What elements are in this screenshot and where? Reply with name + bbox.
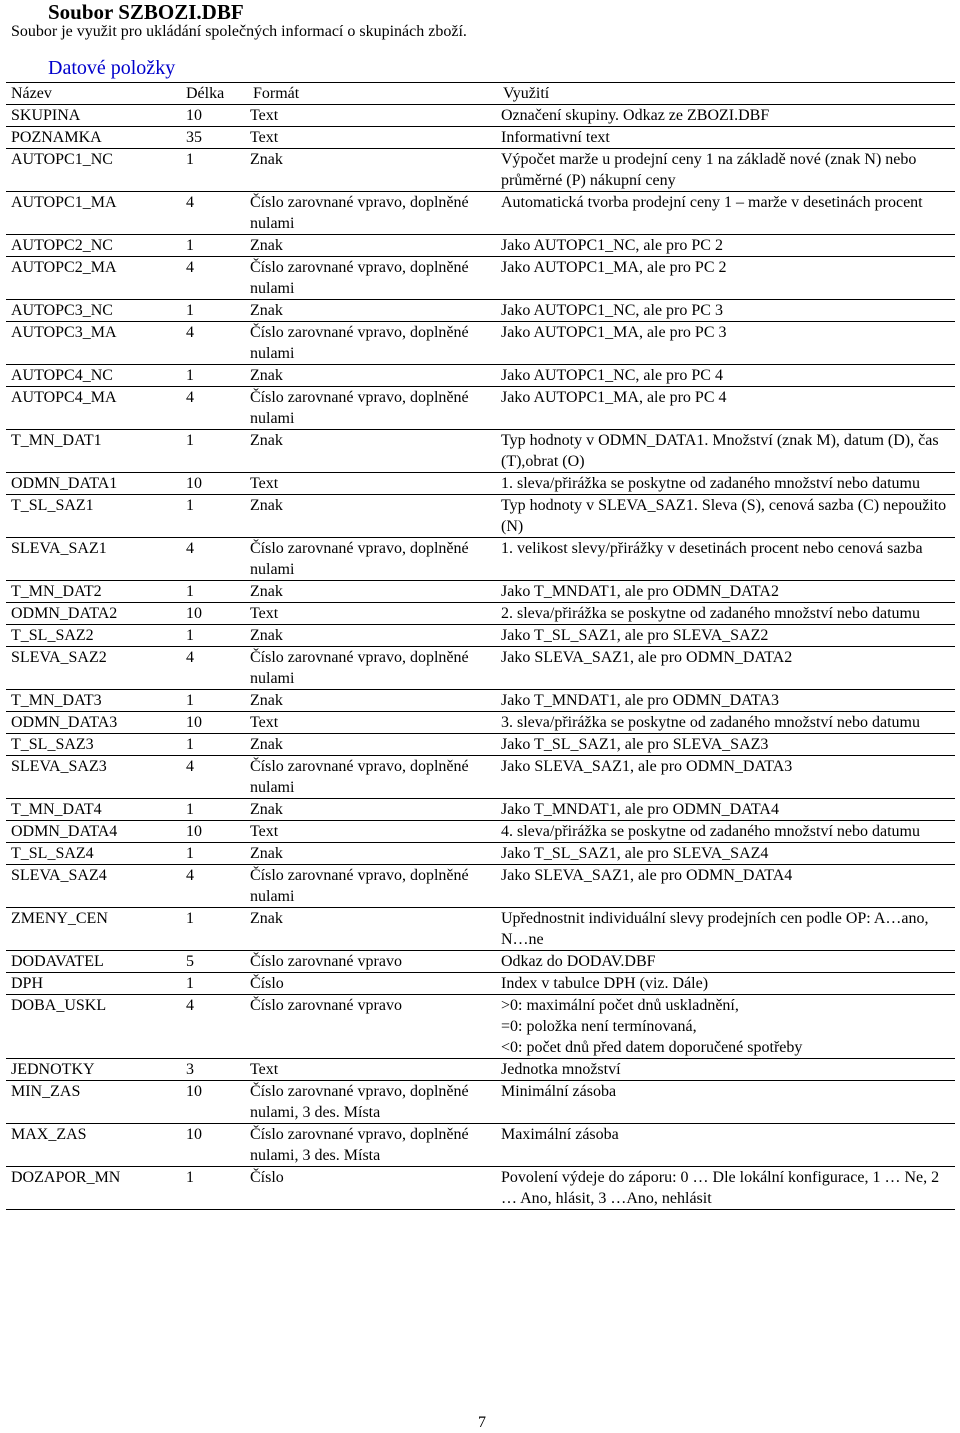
table-row bbox=[6, 1167, 955, 1210]
field-name: ODMN_DATA4 bbox=[6, 821, 181, 843]
field-format: Číslo zarovnané vpravo, doplněné nulami bbox=[248, 647, 498, 690]
field-name: DOZAPOR_MN bbox=[6, 1167, 181, 1210]
field-name: T_SL_SAZ4 bbox=[6, 843, 181, 865]
field-usage: >0: maximální počet dnů uskladnění, =0: položka není termínovaná, <0: počet dnů před datem doporučené spotřeby bbox=[498, 995, 955, 1059]
table-row bbox=[6, 821, 955, 843]
field-length: 1 bbox=[181, 734, 248, 756]
field-format: Text bbox=[248, 821, 498, 843]
field-length: 4 bbox=[181, 756, 248, 799]
table-row bbox=[6, 581, 955, 603]
table-row bbox=[6, 712, 955, 734]
field-format: Text bbox=[248, 1059, 498, 1081]
field-format: Číslo zarovnané vpravo, doplněné nulami bbox=[248, 865, 498, 908]
table-row bbox=[6, 1081, 955, 1124]
field-length: 1 bbox=[181, 149, 248, 192]
field-name: ODMN_DATA2 bbox=[6, 603, 181, 625]
field-length: 10 bbox=[181, 712, 248, 734]
field-name: DPH bbox=[6, 973, 181, 995]
table-row bbox=[6, 387, 955, 430]
field-usage: Jako T_SL_SAZ1, ale pro SLEVA_SAZ2 bbox=[498, 625, 955, 647]
field-name: SLEVA_SAZ3 bbox=[6, 756, 181, 799]
field-length: 10 bbox=[181, 1124, 248, 1167]
page-number: 7 bbox=[478, 1414, 486, 1431]
field-length: 4 bbox=[181, 387, 248, 430]
table-row bbox=[6, 756, 955, 799]
field-format: Číslo zarovnané vpravo, doplněné nulami bbox=[248, 756, 498, 799]
field-usage: Maximální zásoba bbox=[498, 1124, 955, 1167]
table-row bbox=[6, 192, 955, 235]
field-name: AUTOPC1_MA bbox=[6, 192, 181, 235]
header-length: Délka bbox=[181, 83, 248, 105]
field-length: 10 bbox=[181, 1081, 248, 1124]
page-title: Soubor SZBOZI.DBF bbox=[48, 0, 244, 24]
field-usage: Jako SLEVA_SAZ1, ale pro ODMN_DATA4 bbox=[498, 865, 955, 908]
field-length: 1 bbox=[181, 300, 248, 322]
table-row bbox=[6, 799, 955, 821]
field-usage: Jako T_MNDAT1, ale pro ODMN_DATA4 bbox=[498, 799, 955, 821]
field-name: T_MN_DAT1 bbox=[6, 430, 181, 473]
table-row bbox=[6, 734, 955, 756]
field-usage: Index v tabulce DPH (viz. Dále) bbox=[498, 973, 955, 995]
field-usage: Označení skupiny. Odkaz ze ZBOZI.DBF bbox=[498, 105, 955, 127]
table-body bbox=[6, 105, 955, 1210]
field-format: Znak bbox=[248, 495, 498, 538]
table-row bbox=[6, 951, 955, 973]
table-row bbox=[6, 495, 955, 538]
table-row bbox=[6, 127, 955, 149]
field-usage: Typ hodnoty v ODMN_DATA1. Množství (znak M), datum (D), čas (T),obrat (O) bbox=[498, 430, 955, 473]
field-name: AUTOPC2_MA bbox=[6, 257, 181, 300]
table-row bbox=[6, 843, 955, 865]
table-row bbox=[6, 995, 955, 1059]
field-format: Číslo bbox=[248, 973, 498, 995]
page-subtitle: Soubor je využit pro ukládání společných informací o skupinách zboží. bbox=[11, 23, 467, 40]
field-usage: Jako T_SL_SAZ1, ale pro SLEVA_SAZ3 bbox=[498, 734, 955, 756]
field-usage: Jako AUTOPC1_NC, ale pro PC 4 bbox=[498, 365, 955, 387]
field-usage: Výpočet marže u prodejní ceny 1 na základě nové (znak N) nebo průměrné (P) nákupní ceny bbox=[498, 149, 955, 192]
field-usage: Automatická tvorba prodejní ceny 1 – marže v desetinách procent bbox=[498, 192, 955, 235]
field-length: 5 bbox=[181, 951, 248, 973]
field-usage: Informativní text bbox=[498, 127, 955, 149]
field-format: Text bbox=[248, 712, 498, 734]
field-usage: 3. sleva/přirážka se poskytne od zadaného množství nebo datumu bbox=[498, 712, 955, 734]
field-usage: Jednotka množství bbox=[498, 1059, 955, 1081]
field-usage: Odkaz do DODAV.DBF bbox=[498, 951, 955, 973]
field-length: 4 bbox=[181, 322, 248, 365]
field-format: Znak bbox=[248, 235, 498, 257]
field-length: 1 bbox=[181, 430, 248, 473]
field-usage: Minimální zásoba bbox=[498, 1081, 955, 1124]
field-name: SLEVA_SAZ1 bbox=[6, 538, 181, 581]
table-row bbox=[6, 603, 955, 625]
field-name: DOBA_USKL bbox=[6, 995, 181, 1059]
table-row bbox=[6, 105, 955, 127]
field-name: SLEVA_SAZ2 bbox=[6, 647, 181, 690]
field-length: 4 bbox=[181, 538, 248, 581]
field-length: 10 bbox=[181, 821, 248, 843]
header-usage: Využití bbox=[498, 83, 955, 105]
field-usage: Upřednostnit individuální slevy prodejních cen podle OP: A…ano, N…ne bbox=[498, 908, 955, 951]
field-format: Text bbox=[248, 105, 498, 127]
field-usage: Jako AUTOPC1_MA, ale pro PC 3 bbox=[498, 322, 955, 365]
field-length: 1 bbox=[181, 908, 248, 951]
table-row bbox=[6, 690, 955, 712]
field-usage: Typ hodnoty v SLEVA_SAZ1. Sleva (S), cenová sazba (C) nepoužito (N) bbox=[498, 495, 955, 538]
header-format: Formát bbox=[248, 83, 498, 105]
field-format: Číslo zarovnané vpravo, doplněné nulami bbox=[248, 387, 498, 430]
field-format: Číslo zarovnané vpravo bbox=[248, 951, 498, 973]
field-length: 1 bbox=[181, 690, 248, 712]
field-name: AUTOPC3_MA bbox=[6, 322, 181, 365]
table-row bbox=[6, 1059, 955, 1081]
field-length: 3 bbox=[181, 1059, 248, 1081]
field-format: Znak bbox=[248, 908, 498, 951]
field-name: T_MN_DAT3 bbox=[6, 690, 181, 712]
field-length: 10 bbox=[181, 105, 248, 127]
field-format: Číslo zarovnané vpravo, doplněné nulami, 3 des. Místa bbox=[248, 1081, 498, 1124]
table-row bbox=[6, 300, 955, 322]
field-length: 1 bbox=[181, 843, 248, 865]
field-name: T_MN_DAT2 bbox=[6, 581, 181, 603]
field-format: Text bbox=[248, 127, 498, 149]
field-length: 1 bbox=[181, 365, 248, 387]
field-format: Znak bbox=[248, 300, 498, 322]
field-usage: Jako AUTOPC1_NC, ale pro PC 2 bbox=[498, 235, 955, 257]
field-name: AUTOPC2_NC bbox=[6, 235, 181, 257]
table-row bbox=[6, 473, 955, 495]
field-length: 4 bbox=[181, 995, 248, 1059]
field-length: 1 bbox=[181, 973, 248, 995]
field-length: 1 bbox=[181, 581, 248, 603]
field-length: 4 bbox=[181, 865, 248, 908]
field-name: ODMN_DATA3 bbox=[6, 712, 181, 734]
field-format: Znak bbox=[248, 625, 498, 647]
field-format: Znak bbox=[248, 581, 498, 603]
field-name: AUTOPC3_NC bbox=[6, 300, 181, 322]
field-name: AUTOPC4_NC bbox=[6, 365, 181, 387]
field-format: Číslo bbox=[248, 1167, 498, 1210]
field-usage: 2. sleva/přirážka se poskytne od zadaného množství nebo datumu bbox=[498, 603, 955, 625]
table-row bbox=[6, 973, 955, 995]
field-name: AUTOPC4_MA bbox=[6, 387, 181, 430]
field-length: 1 bbox=[181, 625, 248, 647]
field-name: T_SL_SAZ1 bbox=[6, 495, 181, 538]
field-format: Znak bbox=[248, 843, 498, 865]
field-usage: Jako SLEVA_SAZ1, ale pro ODMN_DATA3 bbox=[498, 756, 955, 799]
field-name: MIN_ZAS bbox=[6, 1081, 181, 1124]
table-row bbox=[6, 908, 955, 951]
field-usage: Jako AUTOPC1_NC, ale pro PC 3 bbox=[498, 300, 955, 322]
section-heading: Datové položky bbox=[48, 57, 176, 79]
field-name: DODAVATEL bbox=[6, 951, 181, 973]
table-row bbox=[6, 365, 955, 387]
field-format: Číslo zarovnané vpravo, doplněné nulami bbox=[248, 192, 498, 235]
field-name: AUTOPC1_NC bbox=[6, 149, 181, 192]
field-format: Číslo zarovnané vpravo bbox=[248, 995, 498, 1059]
field-format: Znak bbox=[248, 734, 498, 756]
table-row bbox=[6, 865, 955, 908]
field-length: 4 bbox=[181, 647, 248, 690]
table-row bbox=[6, 1124, 955, 1167]
table-row bbox=[6, 625, 955, 647]
field-name: ODMN_DATA1 bbox=[6, 473, 181, 495]
field-usage: Jako T_MNDAT1, ale pro ODMN_DATA3 bbox=[498, 690, 955, 712]
field-usage: Jako SLEVA_SAZ1, ale pro ODMN_DATA2 bbox=[498, 647, 955, 690]
table-row bbox=[6, 322, 955, 365]
field-length: 1 bbox=[181, 495, 248, 538]
field-length: 1 bbox=[181, 799, 248, 821]
field-usage: Povolení výdeje do záporu: 0 … Dle lokální konfigurace, 1 … Ne, 2 … Ano, hlásit, 3 …Ano, nehlásit bbox=[498, 1167, 955, 1210]
field-format: Znak bbox=[248, 365, 498, 387]
field-usage: Jako AUTOPC1_MA, ale pro PC 2 bbox=[498, 257, 955, 300]
field-format: Text bbox=[248, 473, 498, 495]
fields-table bbox=[6, 82, 955, 1210]
field-name: POZNAMKA bbox=[6, 127, 181, 149]
field-name: JEDNOTKY bbox=[6, 1059, 181, 1081]
table-row bbox=[6, 257, 955, 300]
table-row bbox=[6, 149, 955, 192]
field-format: Číslo zarovnané vpravo, doplněné nulami bbox=[248, 257, 498, 300]
field-format: Znak bbox=[248, 430, 498, 473]
field-usage: 4. sleva/přirážka se poskytne od zadaného množství nebo datumu bbox=[498, 821, 955, 843]
field-name: T_MN_DAT4 bbox=[6, 799, 181, 821]
field-format: Číslo zarovnané vpravo, doplněné nulami bbox=[248, 538, 498, 581]
field-name: T_SL_SAZ3 bbox=[6, 734, 181, 756]
field-length: 4 bbox=[181, 257, 248, 300]
field-usage: Jako AUTOPC1_MA, ale pro PC 4 bbox=[498, 387, 955, 430]
field-usage: Jako T_SL_SAZ1, ale pro SLEVA_SAZ4 bbox=[498, 843, 955, 865]
field-name: MAX_ZAS bbox=[6, 1124, 181, 1167]
field-usage: 1. velikost slevy/přirážky v desetinách procent nebo cenová sazba bbox=[498, 538, 955, 581]
field-format: Text bbox=[248, 603, 498, 625]
field-name: ZMENY_CEN bbox=[6, 908, 181, 951]
field-length: 4 bbox=[181, 192, 248, 235]
field-length: 10 bbox=[181, 473, 248, 495]
header-name: Název bbox=[6, 83, 181, 105]
field-format: Znak bbox=[248, 149, 498, 192]
table-row bbox=[6, 235, 955, 257]
field-length: 35 bbox=[181, 127, 248, 149]
field-length: 1 bbox=[181, 235, 248, 257]
field-length: 1 bbox=[181, 1167, 248, 1210]
field-name: SLEVA_SAZ4 bbox=[6, 865, 181, 908]
field-format: Znak bbox=[248, 799, 498, 821]
table-row bbox=[6, 538, 955, 581]
table-row bbox=[6, 430, 955, 473]
field-usage: Jako T_MNDAT1, ale pro ODMN_DATA2 bbox=[498, 581, 955, 603]
table-row bbox=[6, 647, 955, 690]
field-name: T_SL_SAZ2 bbox=[6, 625, 181, 647]
field-format: Číslo zarovnané vpravo, doplněné nulami, 3 des. Místa bbox=[248, 1124, 498, 1167]
field-usage: 1. sleva/přirážka se poskytne od zadaného množství nebo datumu bbox=[498, 473, 955, 495]
field-length: 10 bbox=[181, 603, 248, 625]
field-name: SKUPINA bbox=[6, 105, 181, 127]
field-format: Znak bbox=[248, 690, 498, 712]
field-format: Číslo zarovnané vpravo, doplněné nulami bbox=[248, 322, 498, 365]
table-header-row bbox=[6, 83, 955, 105]
